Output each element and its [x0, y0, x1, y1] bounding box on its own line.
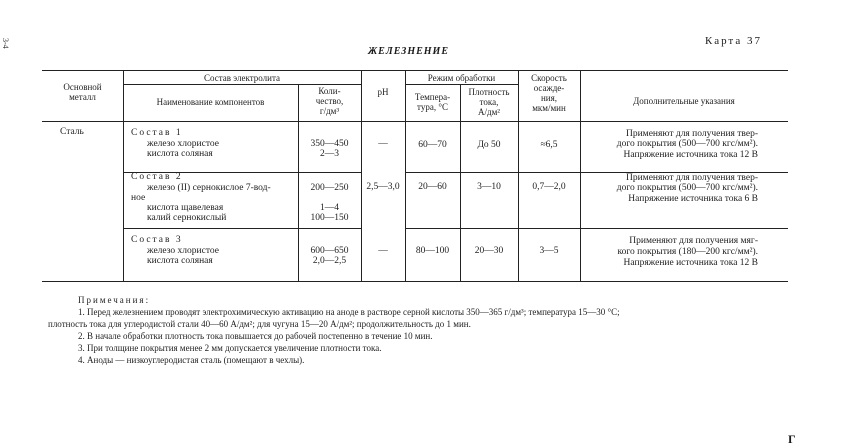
footnote-1: 1. Перед железнением проводят электрохимическую активацию на аноде в растворе серной кислоты 350—365 г/дм³; температура 15—30 °С;	[78, 307, 620, 317]
composition-2-name: Состав 2	[131, 172, 183, 182]
composition-2-quantity-2: 1—4	[320, 203, 339, 213]
header-mode: Режим обработки	[427, 73, 496, 83]
composition-2-notes-1: Применяют для получения твер-	[625, 173, 758, 183]
header-temperature-line2: тура, °С	[417, 102, 448, 112]
composition-2-component-1-cont: ное	[131, 193, 146, 203]
composition-1-notes-2: дого покрытия (500—700 кгс/мм²).	[616, 139, 758, 149]
footnote-2: 2. В начале обработки плотность тока повышается до рабочей постепенно в течение 10 мин.	[78, 331, 433, 341]
composition-2-notes-3: Напряжение источника тока 6 В	[628, 194, 758, 204]
composition-2-quantity-3: 100—150	[310, 213, 349, 223]
composition-2-quantity-1: 200—250	[310, 183, 349, 193]
table-bottom-rule	[42, 281, 788, 282]
footnote-4: 4. Аноды — низкоуглеродистая сталь (помещают в чехлы).	[78, 355, 305, 365]
header-quantity-line3: г/дм³	[319, 106, 340, 116]
card-label: Карта 37	[705, 35, 763, 47]
composition-2-notes-2: дого покрытия (500—700 кгс/мм²).	[616, 183, 758, 193]
header-base-metal-line1: Основной	[63, 82, 102, 92]
composition-2-component-1: железо (II) сернокислое 7-вод-	[147, 183, 271, 193]
header-quantity-line1: Коли-	[318, 86, 341, 96]
composition-3-speed: 3—5	[539, 246, 559, 256]
composition-2-component-3: калий сернокислый	[147, 213, 227, 223]
composition-3-quantity-2: 2,0—2,5	[312, 256, 347, 266]
header-components: Наименование компонентов	[156, 97, 265, 107]
composition-3-notes-2: кого покрытия (180—200 кгс/мм²).	[617, 247, 758, 257]
composition-1-quantity-2: 2—3	[320, 149, 339, 159]
header-current-line1: Плотность	[468, 87, 510, 97]
header-electrolyte: Состав электролита	[204, 73, 280, 83]
header-current-line2: тока,	[479, 97, 499, 107]
electrolyte-subheader-rule	[123, 84, 361, 85]
page-title: ЖЕЛЕЗНЕНИЕ	[368, 46, 450, 57]
composition-3-name: Состав 3	[131, 235, 183, 245]
composition-1-speed: ≈6,5	[540, 140, 558, 150]
corner-mark: Г	[788, 432, 796, 446]
header-speed-line4: мкм/мин	[532, 103, 566, 113]
composition-1-quantity-1: 350—450	[310, 139, 349, 149]
row2-rule-b	[405, 228, 788, 229]
header-temperature-line1: Темпера-	[414, 92, 451, 102]
composition-1-current: До 50	[477, 140, 501, 150]
composition-1-temperature: 60—70	[418, 140, 447, 150]
header-current-line3: А/дм²	[478, 107, 500, 117]
composition-3-ph: —	[378, 246, 388, 256]
composition-3-temperature: 80—100	[415, 246, 450, 256]
cell-ph-shared: 2,5—3,0	[366, 182, 400, 192]
footnotes-heading: Примечания:	[78, 295, 151, 305]
composition-1-ph: —	[378, 139, 388, 149]
composition-1-component-2: кислота соляная	[147, 149, 213, 159]
header-speed-line3: ния,	[540, 93, 558, 103]
composition-3-notes-3: Напряжение источника тока 12 В	[623, 258, 758, 268]
composition-3-component-1: железо хлористое	[147, 246, 219, 256]
composition-3-notes-1: Применяют для получения мяг-	[629, 236, 758, 246]
header-bottom-rule	[42, 121, 788, 122]
header-ph: pH	[377, 87, 389, 97]
header-quantity	[298, 86, 361, 116]
header-quantity-line2: чество,	[315, 96, 344, 106]
header-speed-line2: осажде-	[533, 83, 565, 93]
footnote-1-cont: плотность тока для углеродистой стали 40—60 А/дм²; для чугуна 15—20 А/дм²; продолжительность до 1 мин.	[48, 319, 471, 329]
composition-1-component-1: железо хлористое	[147, 139, 219, 149]
header-current-density	[460, 87, 518, 117]
header-speed-line1: Скорость	[531, 73, 567, 83]
footnote-3: 3. При толщине покрытия менее 2 мм допускается увеличение плотности тока.	[78, 343, 382, 353]
composition-3-quantity-1: 600—650	[310, 246, 349, 256]
table-top-rule	[42, 70, 788, 71]
composition-1-notes-3: Напряжение источника тока 12 В	[623, 150, 758, 160]
margin-note: 3-4	[1, 38, 10, 49]
header-base-metal-line2: металл	[69, 92, 96, 102]
composition-3-current: 20—30	[474, 246, 504, 256]
cell-metal: Сталь	[60, 127, 84, 137]
mode-subheader-rule	[405, 84, 518, 85]
header-base-metal	[42, 82, 123, 102]
composition-2-speed: 0,7—2,0	[532, 182, 566, 192]
header-temperature	[405, 92, 460, 112]
composition-2-component-2: кислота щавелевая	[147, 203, 224, 213]
composition-3-component-2: кислота соляная	[147, 256, 213, 266]
header-notes: Дополнительные указания	[633, 96, 735, 106]
composition-2-current: 3—10	[477, 182, 501, 192]
row2-rule-a	[123, 228, 361, 229]
composition-1-notes-1: Применяют для получения твер-	[625, 129, 758, 139]
composition-1-name: Состав 1	[131, 128, 183, 138]
header-speed	[518, 73, 580, 113]
composition-2-temperature: 20—60	[418, 182, 447, 192]
